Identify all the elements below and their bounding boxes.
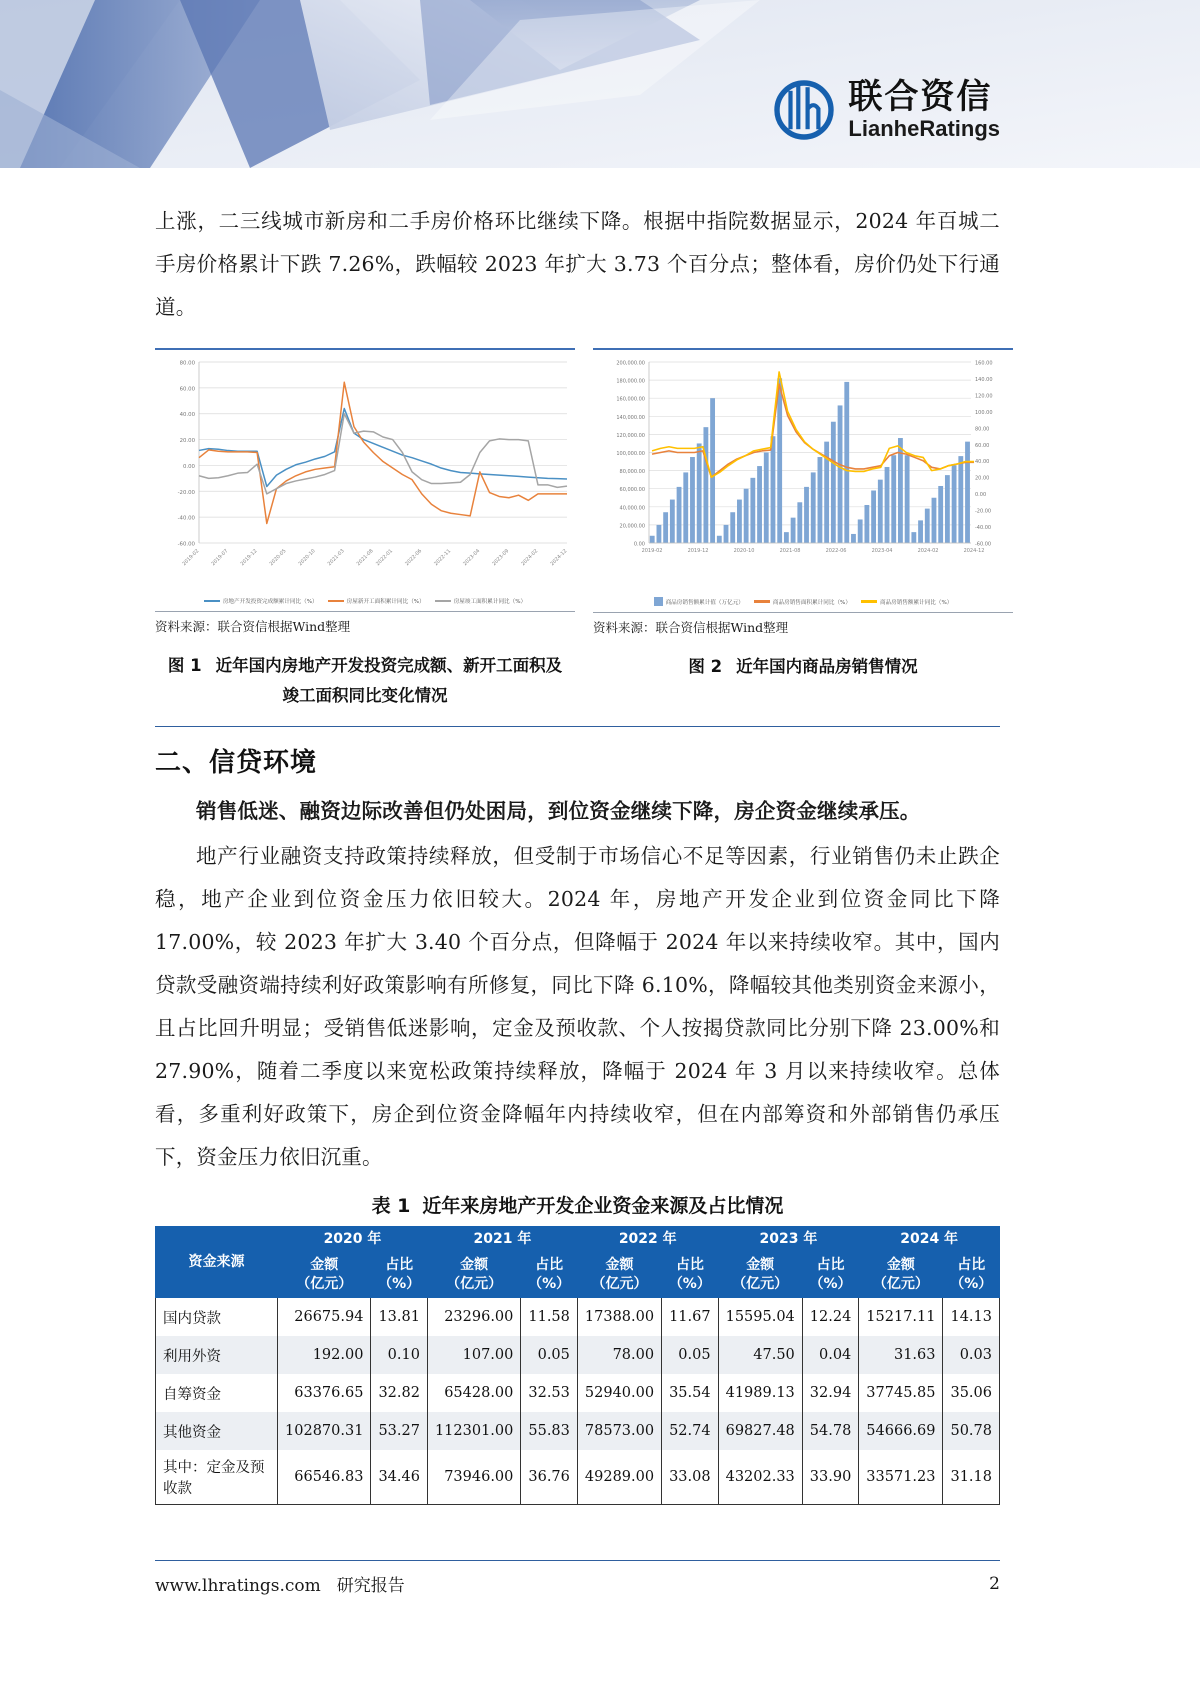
cell-value: 13.81: [371, 1298, 428, 1337]
svg-text:2023-09: 2023-09: [491, 548, 511, 568]
svg-text:100.00: 100.00: [975, 409, 993, 416]
figure-1-container: [155, 348, 575, 711]
svg-text:2024-12: 2024-12: [963, 548, 985, 554]
cell-value: 52.74: [662, 1412, 719, 1450]
svg-text:180,000.00: 180,000.00: [616, 378, 645, 385]
svg-text:140,000.00: 140,000.00: [616, 414, 645, 421]
svg-text:40.00: 40.00: [975, 459, 990, 466]
cell-value: 107.00: [427, 1336, 520, 1374]
document-body: [155, 200, 1000, 331]
svg-text:2019-07: 2019-07: [210, 548, 230, 568]
cell-value: 31.63: [859, 1336, 943, 1374]
cell-value: 33.90: [802, 1450, 859, 1505]
svg-text:80.00: 80.00: [179, 360, 195, 367]
svg-text:-20.00: -20.00: [975, 508, 992, 515]
table-header-row-metrics: [156, 1253, 1000, 1298]
cell-value: 32.94: [802, 1374, 859, 1412]
th-share-0: 占比 （%）: [371, 1253, 428, 1298]
svg-text:160.00: 160.00: [975, 360, 993, 367]
cell-value: 0.05: [521, 1336, 578, 1374]
svg-text:-60.00: -60.00: [975, 541, 992, 548]
svg-text:60.00: 60.00: [975, 442, 990, 449]
th-year-2023: 2023 年: [718, 1227, 859, 1253]
th-share-2: 占比 （%）: [662, 1253, 719, 1298]
figure-1-svg: [155, 350, 575, 595]
page-footer: [155, 1560, 1000, 1596]
figure-2-legend: [593, 597, 1013, 606]
th-amount-1: 金额 （亿元）: [427, 1253, 520, 1298]
lianhe-circle-logo-icon: [774, 80, 834, 140]
svg-text:20.00: 20.00: [975, 475, 990, 482]
table-row: [156, 1298, 1000, 1337]
svg-text:160,000.00: 160,000.00: [616, 396, 645, 403]
row-label: 利用外资: [156, 1336, 278, 1374]
figure-2-caption: [593, 652, 1013, 682]
svg-text:2020-05: 2020-05: [268, 548, 288, 568]
row-label: 自筹资金: [156, 1374, 278, 1412]
footer-doc-type: 研究报告: [336, 1576, 405, 1596]
legend-label: 商品房销售面积累计同比（%）: [772, 599, 851, 606]
cell-value: 43202.33: [718, 1450, 802, 1505]
funding-sources-table: [155, 1226, 1000, 1505]
row-label: 国内贷款: [156, 1298, 278, 1337]
svg-text:-60.00: -60.00: [177, 541, 195, 548]
legend-item: [754, 597, 851, 606]
cell-value: 0.05: [662, 1336, 719, 1374]
row-label: 其中：定金及预收款: [156, 1450, 278, 1505]
cell-value: 55.83: [521, 1412, 578, 1450]
legend-item: [435, 597, 526, 605]
cell-value: 66546.83: [278, 1450, 371, 1505]
figure-2-plot-area: [593, 350, 1013, 595]
table-head: [156, 1227, 1000, 1298]
svg-text:140.00: 140.00: [975, 376, 993, 383]
th-share-4: 占比 （%）: [943, 1253, 1000, 1298]
cell-value: 78.00: [577, 1336, 661, 1374]
page-header-banner: [0, 0, 1200, 168]
logo-chinese-name: 联合资信: [848, 77, 993, 117]
cell-value: 32.53: [521, 1374, 578, 1412]
svg-text:2023-04: 2023-04: [462, 548, 482, 568]
svg-text:2021-03: 2021-03: [326, 548, 346, 568]
legend-swatch: [204, 600, 220, 603]
paragraph-lead-bold: 销售低迷、融资边际改善但仍处困局，到位资金继续下降，房企资金继续承压。: [196, 799, 921, 823]
figure-2-caption-line1: 近年国内商品房销售情况: [736, 657, 918, 676]
figure-2-container: [593, 348, 1013, 711]
cell-value: 63376.65: [278, 1374, 371, 1412]
svg-text:2022-11: 2022-11: [433, 548, 453, 568]
cell-value: 112301.00: [427, 1412, 520, 1450]
legend-swatch: [435, 600, 451, 603]
section-2-body: [155, 790, 1000, 1505]
svg-text:0.00: 0.00: [182, 463, 195, 470]
cell-value: 36.76: [521, 1450, 578, 1505]
svg-text:200,000.00: 200,000.00: [616, 360, 645, 367]
th-year-2020: 2020 年: [278, 1227, 428, 1253]
svg-text:2024-12: 2024-12: [549, 548, 569, 568]
svg-text:20.00: 20.00: [179, 438, 195, 445]
table-row: [156, 1412, 1000, 1450]
cell-value: 41989.13: [718, 1374, 802, 1412]
header-decorative-shapes: [0, 0, 1200, 168]
cell-value: 23296.00: [427, 1298, 520, 1337]
figure-2-svg: [593, 350, 1013, 595]
legend-item: [328, 597, 425, 605]
cell-value: 50.78: [943, 1412, 1000, 1450]
th-funding-source: 资金来源: [156, 1227, 278, 1298]
cell-value: 102870.31: [278, 1412, 371, 1450]
svg-text:-20.00: -20.00: [177, 489, 195, 496]
svg-text:0.00: 0.00: [633, 541, 645, 548]
legend-label: 房屋新开工面积累计同比（%）: [346, 599, 425, 605]
svg-text:2021-08: 2021-08: [355, 548, 375, 568]
svg-text:20,000.00: 20,000.00: [619, 523, 645, 530]
legend-label: 房地产开发投资完成额累计同比（%）: [222, 599, 318, 605]
footer-website[interactable]: www.lhratings.com: [155, 1576, 321, 1596]
cell-value: 17388.00: [577, 1298, 661, 1337]
cell-value: 65428.00: [427, 1374, 520, 1412]
cell-value: 14.13: [943, 1298, 1000, 1337]
table-row: [156, 1336, 1000, 1374]
svg-text:60,000.00: 60,000.00: [619, 487, 645, 494]
legend-item: [654, 597, 744, 606]
cell-value: 192.00: [278, 1336, 371, 1374]
svg-text:40.00: 40.00: [179, 412, 195, 419]
svg-text:80,000.00: 80,000.00: [619, 469, 645, 476]
svg-text:2024-02: 2024-02: [520, 548, 540, 568]
figure-1-chart-box: [155, 348, 575, 635]
svg-text:2021-08: 2021-08: [779, 548, 801, 554]
th-year-2022: 2022 年: [577, 1227, 718, 1253]
legend-swatch: [328, 600, 344, 603]
cell-value: 0.04: [802, 1336, 859, 1374]
figure-1-caption: [155, 651, 575, 711]
table-1-title: [155, 1191, 1000, 1218]
legend-item: [861, 597, 952, 606]
table-header-row-years: [156, 1227, 1000, 1253]
table-1-title-text: 近年来房地产开发企业资金来源及占比情况: [422, 1195, 784, 1217]
svg-text:2022-06: 2022-06: [404, 548, 424, 568]
th-amount-4: 金额 （亿元）: [859, 1253, 943, 1298]
svg-text:2019-12: 2019-12: [239, 548, 259, 568]
figure-2-source-note: 资料来源：联合资信根据Wind整理: [593, 612, 1013, 636]
legend-swatch: [654, 597, 663, 606]
cell-value: 69827.48: [718, 1412, 802, 1450]
legend-swatch: [861, 600, 877, 603]
cell-value: 34.46: [371, 1450, 428, 1505]
cell-value: 78573.00: [577, 1412, 661, 1450]
cell-value: 15595.04: [718, 1298, 802, 1337]
svg-text:2023-04: 2023-04: [871, 548, 893, 554]
th-year-2021: 2021 年: [427, 1227, 577, 1253]
svg-text:2024-02: 2024-02: [917, 548, 939, 554]
table-1-number: 表 1: [371, 1195, 411, 1217]
company-logo: [774, 77, 1000, 141]
paragraph-housing-price: 上涨，二三线城市新房和二手房价格环比继续下降。根据中指院数据显示，2024 年百城二手房价格累计下跌 7.26%，跌幅较 2023 年扩大 3.73 个百分点；整体看，房价仍处下行通道。: [155, 209, 1000, 319]
legend-label: 商品房销售额累计同比（%）: [879, 599, 953, 606]
th-year-2024: 2024 年: [859, 1227, 1000, 1253]
cell-value: 47.50: [718, 1336, 802, 1374]
figure-1-legend: [155, 597, 575, 605]
th-amount-2: 金额 （亿元）: [577, 1253, 661, 1298]
svg-text:0.00: 0.00: [975, 492, 987, 499]
cell-value: 15217.11: [859, 1298, 943, 1337]
svg-text:40,000.00: 40,000.00: [619, 505, 645, 512]
cell-value: 49289.00: [577, 1450, 661, 1505]
footer-left: [155, 1571, 421, 1596]
figure-2-number: 图 2: [688, 657, 723, 676]
th-amount-0: 金额 （亿元）: [278, 1253, 371, 1298]
svg-text:120,000.00: 120,000.00: [616, 432, 645, 439]
row-label: 其他资金: [156, 1412, 278, 1450]
th-share-1: 占比 （%）: [521, 1253, 578, 1298]
section-heading-credit-environment: 二、信贷环境: [155, 748, 318, 778]
figure-1-number: 图 1: [167, 656, 202, 675]
cell-value: 11.58: [521, 1298, 578, 1337]
legend-swatch: [754, 600, 770, 603]
svg-text:-40.00: -40.00: [177, 515, 195, 522]
svg-text:2020-10: 2020-10: [733, 548, 755, 554]
figure-1-caption-line2: 竣工面积同比变化情况: [282, 686, 448, 705]
th-amount-3: 金额 （亿元）: [718, 1253, 802, 1298]
legend-label: 房屋竣工面积累计同比（%）: [453, 599, 527, 605]
svg-text:2022-01: 2022-01: [375, 548, 395, 568]
cell-value: 0.10: [371, 1336, 428, 1374]
cell-value: 33571.23: [859, 1450, 943, 1505]
cell-value: 32.82: [371, 1374, 428, 1412]
th-share-3: 占比 （%）: [802, 1253, 859, 1298]
svg-text:120.00: 120.00: [975, 393, 993, 400]
cell-value: 11.67: [662, 1298, 719, 1337]
logo-english-name: LianheRatings: [848, 116, 1000, 141]
svg-text:100,000.00: 100,000.00: [616, 451, 645, 457]
svg-text:2022-06: 2022-06: [825, 548, 847, 554]
cell-value: 54666.69: [859, 1412, 943, 1450]
svg-text:2019-12: 2019-12: [687, 548, 709, 554]
svg-text:60.00: 60.00: [179, 386, 195, 393]
cell-value: 31.18: [943, 1450, 1000, 1505]
cell-value: 37745.85: [859, 1374, 943, 1412]
paragraph-financing: 地产行业融资支持政策持续释放，但受制于市场信心不足等因素，行业销售仍未止跌企稳，地产企业到位资金压力依旧较大。2024 年，房地产开发企业到位资金同比下降 17.00%，较 2023 年扩大 3.40 个百分点，但降幅于 2024 年以来持续收窄。其中，国内贷款受融资端持续利好政策影响有所修复，同比下降 6.10%，降幅较其他类别资金来源小，且占比回升明显；受销售低迷影响，定金及预收款、个人按揭贷款同比分别下降 23.00%和 27.90%，随着二季度以来宽松政策持续释放，降幅于 2024 年 3 月以来持续收窄。总体看，多重利好政策下，房企到位资金降幅年内持续收窄，但在内部筹资和外部销售仍承压下，资金压力依旧沉重。: [155, 844, 1000, 1169]
cell-value: 73946.00: [427, 1450, 520, 1505]
section-divider: [155, 726, 1000, 727]
svg-text:2019-02: 2019-02: [641, 548, 663, 554]
svg-text:-40.00: -40.00: [975, 525, 992, 532]
svg-text:2019-02: 2019-02: [181, 548, 201, 568]
table-row: [156, 1374, 1000, 1412]
cell-value: 26675.94: [278, 1298, 371, 1337]
cell-value: 52940.00: [577, 1374, 661, 1412]
table-body: [156, 1298, 1000, 1505]
figure-1-source-note: 资料来源：联合资信根据Wind整理: [155, 611, 575, 635]
figure-1-plot-area: [155, 350, 575, 595]
cell-value: 53.27: [371, 1412, 428, 1450]
svg-text:2020-10: 2020-10: [297, 548, 317, 568]
svg-text:80.00: 80.00: [975, 426, 990, 433]
cell-value: 35.54: [662, 1374, 719, 1412]
footer-page-number: 2: [989, 1573, 1000, 1594]
table-row: [156, 1450, 1000, 1505]
figure-1-caption-line1: 近年国内房地产开发投资完成额、新开工面积及: [215, 656, 563, 675]
cell-value: 12.24: [802, 1298, 859, 1337]
cell-value: 54.78: [802, 1412, 859, 1450]
figure-2-chart-box: [593, 348, 1013, 636]
legend-label: 商品房销售额累计值（万亿元）: [665, 599, 744, 606]
cell-value: 35.06: [943, 1374, 1000, 1412]
cell-value: 33.08: [662, 1450, 719, 1505]
legend-item: [204, 597, 318, 605]
figures-row: [155, 348, 1015, 711]
cell-value: 0.03: [943, 1336, 1000, 1374]
